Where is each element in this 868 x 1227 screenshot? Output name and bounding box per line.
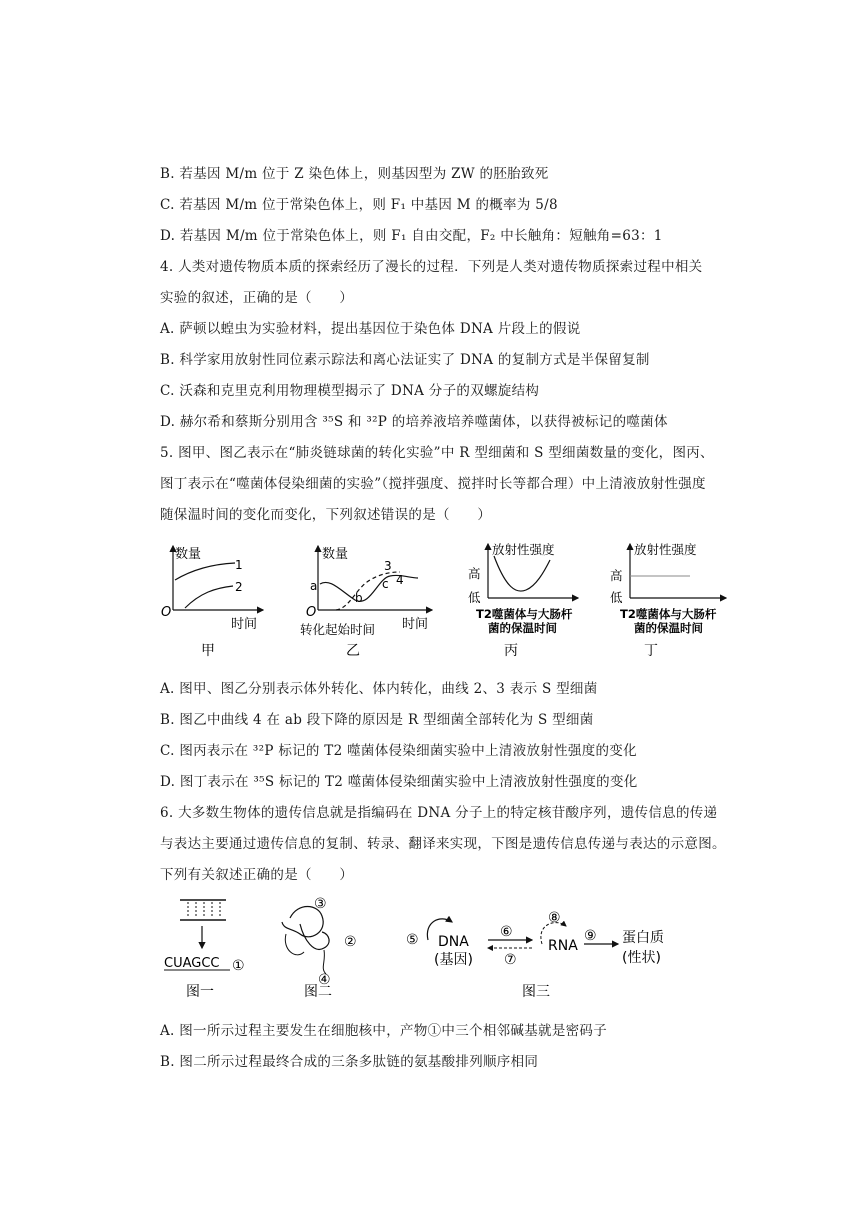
trait-label: (性状) [622, 950, 661, 966]
curve-3-label: 3 [384, 559, 392, 573]
caption-ding: 丁 [644, 643, 658, 659]
q4-option-b: B. 科学家用放射性同位素示踪法和离心法证实了 DNA 的复制方式是半保留复制 [160, 352, 650, 368]
mark-3: ③ [314, 896, 327, 912]
point-a-label: a [310, 579, 318, 593]
polypeptide-tail [323, 950, 326, 974]
figure-bing [466, 538, 586, 660]
mark-5: ⑤ [406, 932, 419, 948]
rna-sequence: CUAGCC [164, 956, 220, 971]
radioactivity-curve [494, 556, 550, 591]
high-label: 高 [610, 568, 623, 583]
q3-option-c: C. 若基因 M/m 位于常染色体上，则 F₁ 中基因 M 的概率为 5/8 [160, 197, 558, 213]
caption-yi: 乙 [346, 643, 360, 659]
curve-4-label: 4 [396, 573, 404, 587]
q6-option-b: B. 图二所示过程最终合成的三条多肽链的氨基酸排列顺序相同 [160, 1054, 539, 1070]
caption-fig2: 图二 [304, 984, 332, 1000]
mark-8: ⑧ [548, 910, 561, 926]
q4-stem-line2: 实验的叙述，正确的是（ ） [160, 290, 354, 306]
polypeptide-chain [285, 934, 304, 955]
q4-stem-line1: 4. 人类对遗传物质本质的探索经历了漫长的过程．下列是人类对遗传物质探索过程中相关 [160, 259, 703, 275]
q4-option-d: D. 赫尔希和蔡斯分别用含 ³⁵S 和 ³²P 的培养液培养噬菌体，以获得被标记的噬菌体 [160, 414, 668, 430]
q4-option-c: C. 沃森和克里克利用物理模型揭示了 DNA 分子的双螺旋结构 [160, 383, 540, 399]
q5-option-d: D. 图丁表示在 ³⁵S 标记的 T2 噬菌体侵染细菌实验中上清液放射性强度的变化 [160, 774, 638, 790]
q3-option-d: D. 若基因 M/m 位于常染色体上，则 F₁ 自由交配，F₂ 中长触角：短触角=63：1 [160, 228, 663, 244]
mark-6: ⑥ [500, 924, 513, 940]
q6-option-a: A. 图一所示过程主要发生在细胞核中，产物①中三个相邻碱基就是密码子 [160, 1023, 608, 1039]
q5-stem-line3: 随保温时间的变化而变化，下列叙述错误的是（ ） [160, 507, 492, 523]
q6-stem-line3: 下列有关叙述正确的是（ ） [160, 867, 354, 883]
curve-1-label: 1 [235, 558, 243, 572]
x-label-line1: T2噬菌体与大肠杆 [476, 607, 573, 621]
point-c-label: c [382, 577, 389, 591]
x-note: 转化起始时间 [300, 622, 376, 637]
x-label-line2: 菌的保温时间 [488, 621, 557, 635]
figure-ding [608, 538, 738, 660]
y-label: 数量 [322, 547, 349, 562]
figure-three [400, 900, 690, 1004]
x-label-line2: 菌的保温时间 [634, 621, 703, 635]
x-label: 时间 [231, 617, 258, 632]
q5-stem-line1: 5. 图甲、图乙表示在“肺炎链球菌的转化实验”中 R 型细菌和 S 型细菌数量的变化，图丙、 [160, 445, 714, 461]
high-label: 高 [468, 566, 481, 581]
x-label-line1: T2噬菌体与大肠杆 [620, 607, 717, 621]
curve-1 [175, 563, 235, 580]
protein-label: 蛋白质 [622, 930, 664, 946]
figure-one [160, 892, 260, 1004]
caption-jia: 甲 [201, 643, 215, 659]
q5-option-a: A. 图甲、图乙分别表示体外转化、体内转化，曲线 2、3 表示 S 型细菌 [160, 681, 598, 697]
mark-4: ④ [318, 972, 331, 988]
mrna-strand [300, 924, 329, 949]
rna-label: RNA [548, 938, 578, 954]
x-label: 时间 [402, 617, 429, 632]
mark-7: ⑦ [504, 952, 517, 968]
base-pairs [188, 902, 220, 918]
low-label: 低 [610, 590, 623, 605]
figure-two [270, 890, 375, 1004]
curve-2 [185, 586, 233, 608]
curve-3 [336, 572, 400, 610]
q6-stem-line2: 与表达主要通过遗传信息的复制、转录、翻译来实现，下图是遗传信息传递与表达的示意图。 [160, 836, 726, 852]
dna-label: DNA [438, 934, 469, 950]
origin-label: O [161, 605, 172, 620]
figure-yi [300, 538, 440, 660]
origin-label: O [306, 605, 317, 620]
caption-fig3: 图三 [522, 984, 550, 1000]
figure-jia [155, 538, 270, 660]
y-label: 放射性强度 [634, 542, 697, 557]
caption-fig1: 图一 [186, 984, 214, 1000]
q3-option-b: B. 若基因 M/m 位于 Z 染色体上，则基因型为 ZW 的胚胎致死 [160, 166, 549, 182]
mark-9: ⑨ [584, 928, 597, 944]
y-label: 数量 [175, 547, 202, 562]
q4-option-a: A. 萨顿以蝗虫为实验材料，提出基因位于染色体 DNA 片段上的假说 [160, 321, 581, 337]
low-label: 低 [468, 590, 481, 605]
curve-2-label: 2 [235, 580, 243, 594]
q5-option-c: C. 图丙表示在 ³²P 标记的 T2 噬菌体侵染细菌实验中上清液放射性强度的变化 [160, 743, 637, 759]
point-b-label: b [355, 591, 363, 605]
y-label: 放射性强度 [492, 542, 555, 557]
caption-bing: 丙 [504, 643, 518, 659]
q5-stem-line2: 图丁表示在“噬菌体侵染细菌的实验”（搅拌强度、搅拌时长等都合理）中上清液放射性强度 [160, 476, 706, 492]
mark-2: ② [344, 934, 357, 950]
gene-label: (基因) [434, 952, 473, 968]
q5-option-b: B. 图乙中曲线 4 在 ab 段下降的原因是 R 型细菌全部转化为 S 型细菌 [160, 712, 594, 728]
mark-1: ① [232, 958, 245, 974]
q6-stem-line1: 6. 大多数生物体的遗传信息就是指编码在 DNA 分子上的特定核苷酸序列，遗传信息的传递 [160, 805, 718, 821]
